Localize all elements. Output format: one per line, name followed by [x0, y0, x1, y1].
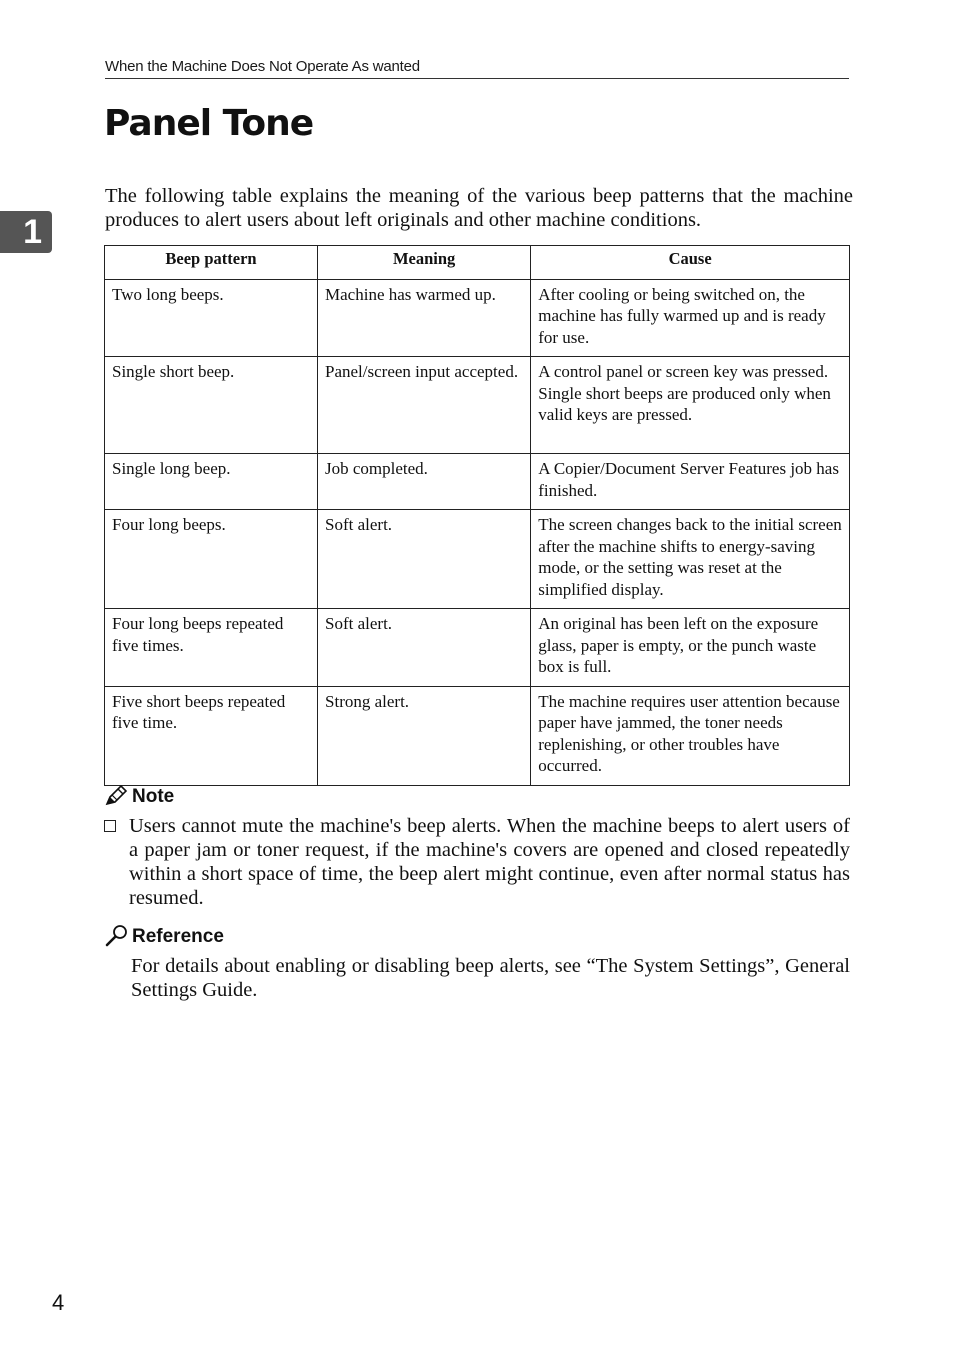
running-header: When the Machine Does Not Operate As wanted: [105, 58, 849, 79]
table-row: [105, 357, 850, 454]
note-heading: [104, 784, 174, 808]
column-header-meaning: Meaning: [318, 246, 531, 280]
cause-cell: The machine requires user attention because paper have jammed, the toner needs replenishing, or other troubles have occurred.: [531, 686, 850, 785]
beep-pattern-cell: Single long beep.: [105, 454, 318, 510]
table-row: [105, 454, 850, 510]
beep-pattern-cell: Single short beep.: [105, 357, 318, 454]
meaning-cell: Soft alert.: [318, 609, 531, 687]
cause-cell: A control panel or screen key was pressed. Single short beeps are produced only when valid keys are pressed.: [531, 357, 850, 454]
reference-text: For details about enabling or disabling beep alerts, see “The System Settings”, General Settings Guide.: [131, 955, 850, 1001]
table-row: [105, 609, 850, 687]
meaning-cell: Strong alert.: [318, 686, 531, 785]
reference-heading-label: Reference: [132, 926, 224, 947]
meaning-cell: Panel/screen input accepted.: [318, 357, 531, 454]
beep-pattern-cell: Four long beeps repeated five times.: [105, 609, 318, 687]
intro-paragraph: The following table explains the meaning of the various beep patterns that the machine produces to alert users about left originals and other machine conditions.: [105, 185, 853, 231]
cause-cell: After cooling or being switched on, the machine has fully warmed up and is ready for use.: [531, 279, 850, 357]
note-heading-label: Note: [132, 786, 175, 807]
page-title: Panel Tone: [104, 103, 314, 144]
beep-pattern-cell: Five short beeps repeated five time.: [105, 686, 318, 785]
checkbox-bullet-icon: [104, 820, 116, 832]
note-text: Users cannot mute the machine's beep alerts. When the machine beeps to alert users of a paper jam or toner request, if the machine's covers are opened and closed repeatedly within a short space of time, the beep alert might continue, even after normal status has resumed.: [129, 815, 850, 909]
column-header-cause: Cause: [531, 246, 850, 280]
meaning-cell: Machine has warmed up.: [318, 279, 531, 357]
cause-cell: An original has been left on the exposure glass, paper is empty, or the punch waste box is full.: [531, 609, 850, 687]
reference-heading: [104, 924, 224, 948]
magnifier-icon: [104, 924, 130, 948]
note-item: [104, 814, 850, 910]
table-row: [105, 279, 850, 357]
column-header-beep-pattern: Beep pattern: [105, 246, 318, 280]
meaning-cell: Soft alert.: [318, 510, 531, 609]
beep-pattern-cell: Four long beeps.: [105, 510, 318, 609]
meaning-cell: Job completed.: [318, 454, 531, 510]
page-number: 4: [52, 1290, 65, 1315]
beep-pattern-cell: Two long beeps.: [105, 279, 318, 357]
cause-cell: The screen changes back to the initial screen after the machine shifts to energy-saving mode, or the setting was reset at the simplified display.: [531, 510, 850, 609]
beep-pattern-table: [104, 245, 850, 786]
chapter-tab: 1: [0, 211, 52, 253]
table-header-row: [105, 246, 850, 280]
cause-cell: A Copier/Document Server Features job has finished.: [531, 454, 850, 510]
pencil-icon: [104, 784, 130, 808]
table-row: [105, 686, 850, 785]
table-row: [105, 510, 850, 609]
